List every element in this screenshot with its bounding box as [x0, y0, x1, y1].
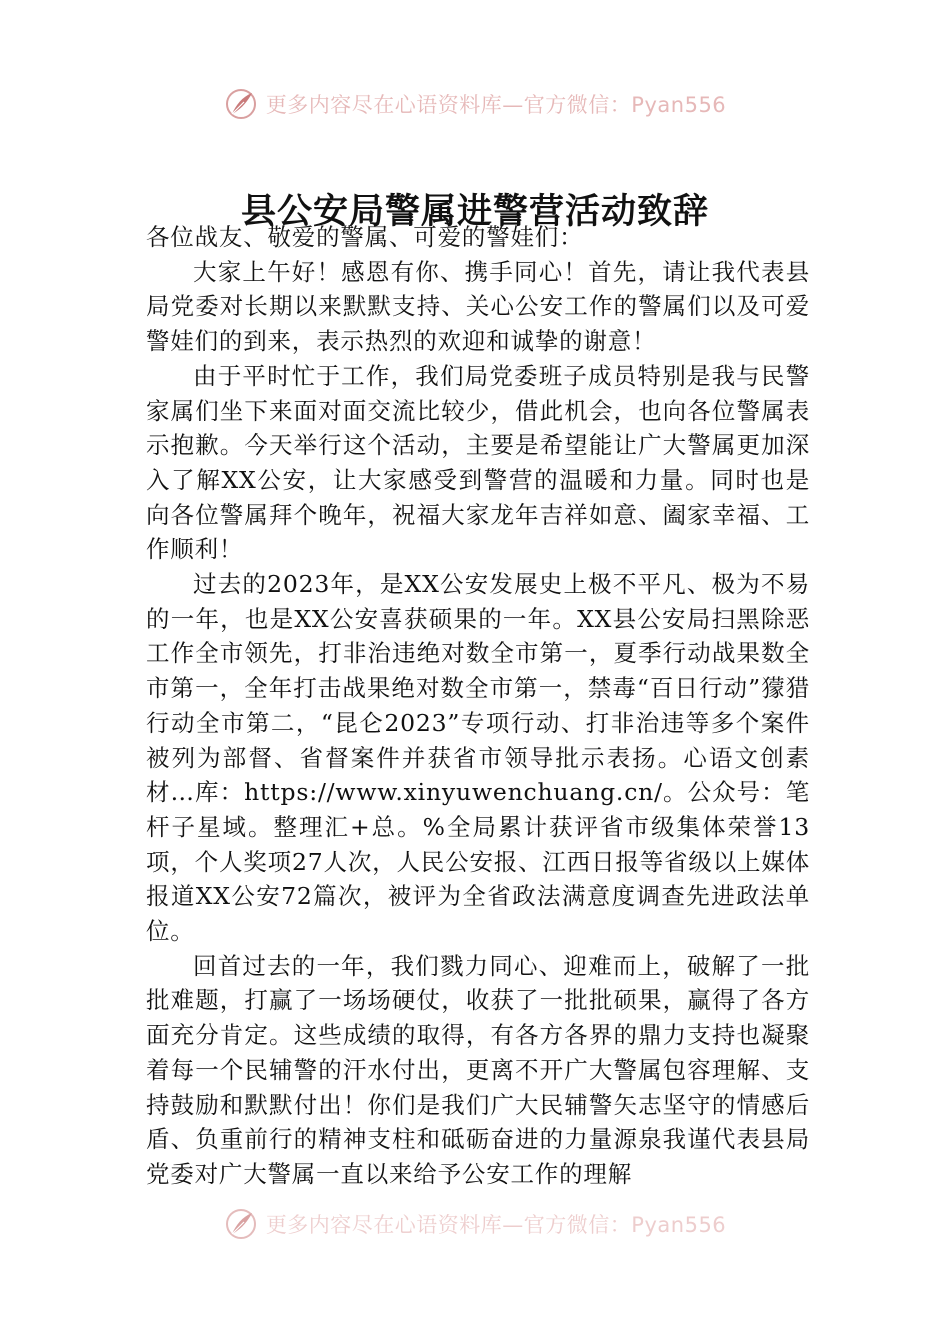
document-title: 县公安局警属进警营活动致辞 — [240, 191, 709, 232]
paragraph-3: 过去的2023年，是XX公安发展史上极不平凡、极为不易的一年，也是XX公安喜获硕果的一年。XX县公安局扫黑除恶工作全市领先，打非治违绝对数全市第一，夏季行动战果数全市第一，全年打击战果绝对数全市第一，禁毒“百日行动”獴猎行动全市第二，“昆仑2023”专项行动、打非治违等多个案件被列为部督、省督案件并获省市领导批示表扬。心语文创素材…库：https://www.xinyuwenchuang.cn/。公众号：笔杆子星域。整理汇+总。%全局累计获评省市级集体荣誉13项，个人奖项27人次，人民公安报、江西日报等省级以上媒体报道XX公安72篇次，被评为全省政法满意度调查先进政法单位。 — [146, 570, 810, 946]
paragraph-4: 回首过去的一年，我们戮力同心、迎难而上，破解了一批批难题，打赢了一场场硬仗，收获了一批批硕果，赢得了各方面充分肯定。这些成绩的取得，有各方各界的鼎力支持也凝聚着每一个民辅警的汗水付出，更离不开广大警属包容理解、支持鼓励和默默付出！你们是我们广大民辅警矢志坚守的情感后盾、负重前行的精神支柱和砥砺奋进的力量源泉我谨代表县局党委对广大警属一直以来给予公安工作的理解 — [146, 951, 810, 1188]
feather-pen-logo-icon — [224, 1207, 258, 1241]
salutation: 各位战友、敬爱的警属、可爱的警娃们： — [146, 223, 584, 251]
document-body — [146, 220, 810, 1192]
footer-watermark — [0, 1206, 950, 1242]
paragraph-2: 由于平时忙于工作，我们局党委班子成员特别是我与民警家属们坐下来面对面交流比较少，借此机会，也向各位警属表示抱歉。今天举行这个活动，主要是希望能让广大警属更加深入了解XX公安，让大家感受到警营的温暖和力量。同时也是向各位警属拜个晚年，祝福大家龙年吉祥如意、阖家幸福、工作顺利！ — [146, 361, 810, 564]
header-watermark — [0, 84, 950, 124]
watermark-text: 更多内容尽在心语资料库—官方微信：Pyan556 — [265, 1213, 727, 1237]
feather-pen-logo-icon — [224, 87, 258, 121]
watermark-text: 更多内容尽在心语资料库—官方微信：Pyan556 — [265, 93, 727, 117]
paragraph-1: 大家上午好！感恩有你、携手同心！首先，请让我代表县局党委对长期以来默默支持、关心公安工作的警属们以及可爱警娃们的到来，表示热烈的欢迎和诚挚的谢意！ — [146, 257, 810, 356]
